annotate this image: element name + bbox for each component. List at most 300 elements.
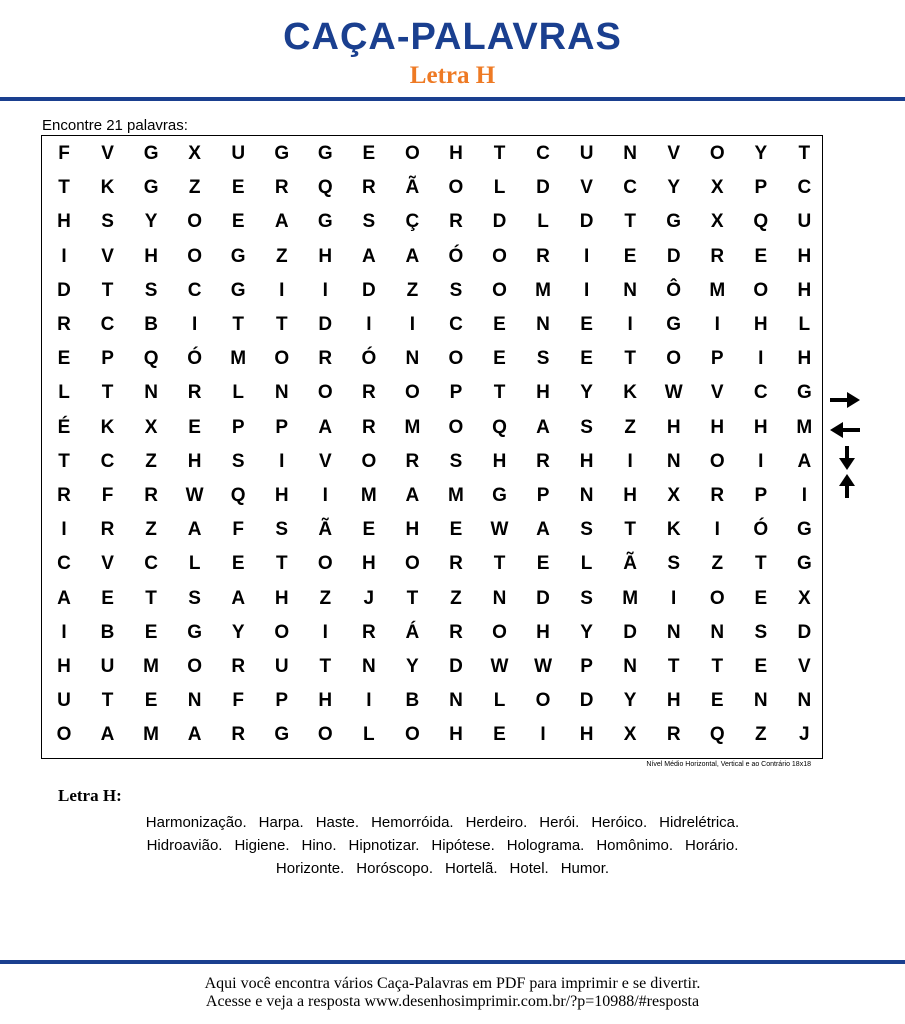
grid-letter: I: [409, 314, 416, 335]
grid-letter: A: [797, 450, 812, 472]
grid-letter: Y: [580, 621, 593, 643]
grid-letter: I: [758, 450, 764, 472]
grid-letter: O: [492, 621, 507, 643]
grid-letter: E: [231, 553, 245, 575]
grid-letter: M: [404, 416, 421, 438]
footer-text: Aqui você encontra vários Caça-Palavras em PDF para imprimir e se divertir.: [204, 975, 701, 992]
grid-letter: O: [492, 279, 507, 301]
grid-letter: N: [449, 690, 463, 712]
grid-letter: Y: [623, 690, 637, 712]
grid-letter: P: [275, 416, 289, 438]
grid-letter: V: [667, 143, 681, 164]
grid-letter: Z: [275, 245, 288, 267]
grid-letter: P: [275, 690, 289, 712]
grid-letter: V: [318, 450, 332, 472]
grid-letter: E: [449, 519, 463, 541]
instruction-text: Encontre 21 palavras:: [42, 117, 188, 134]
grid-letter: O: [492, 245, 507, 267]
grid-letter: G: [317, 211, 333, 233]
grid-letter: A: [187, 724, 202, 746]
grid-letter: L: [493, 177, 506, 199]
word-item: Hidrelétrica.: [659, 814, 740, 831]
word-item: Hipótese.: [431, 837, 495, 854]
grid-letter: R: [449, 621, 463, 643]
word-item: Herói.: [539, 814, 580, 831]
word-item: Hotel.: [509, 860, 549, 877]
grid-letter: C: [100, 450, 115, 472]
word-item: Harpa.: [258, 814, 304, 831]
grid-letter: O: [274, 621, 290, 643]
grid-letter: Y: [580, 382, 593, 404]
arrow-down-icon: [838, 445, 856, 471]
grid-letter: T: [493, 382, 506, 404]
grid-letter: D: [579, 211, 594, 233]
grid-letter: H: [405, 519, 420, 541]
grid-letter: O: [535, 690, 551, 712]
grid-letter: N: [536, 314, 550, 335]
grid-letter: Z: [145, 450, 157, 472]
grid-letter: C: [449, 314, 463, 335]
grid-letter: H: [318, 690, 333, 712]
grid-letter: E: [231, 177, 245, 199]
grid-letter: Y: [754, 143, 768, 164]
grid-letter: C: [187, 279, 202, 301]
grid-letter: S: [231, 450, 245, 472]
grid-letter: G: [796, 553, 812, 575]
grid-letter: R: [666, 724, 681, 746]
grid-letter: X: [188, 143, 201, 164]
grid-letter: I: [366, 690, 372, 712]
grid-letter: T: [754, 553, 767, 575]
grid-letter: O: [405, 553, 420, 575]
grid-letter: E: [623, 245, 637, 267]
grid-letter: H: [57, 211, 71, 233]
grid-letter: N: [753, 690, 768, 712]
grid-letter: K: [623, 382, 637, 404]
grid-letter: E: [493, 314, 506, 335]
grid-letter: R: [536, 450, 550, 472]
word-item: Herdeiro.: [465, 814, 528, 831]
grid-letter: H: [666, 690, 681, 712]
grid-letter: S: [580, 416, 593, 438]
grid-letter: Ô: [666, 279, 682, 301]
grid-letter: T: [101, 279, 114, 301]
grid-letter: O: [709, 143, 725, 164]
grid-letter: O: [317, 382, 333, 404]
grid-letter: T: [624, 211, 636, 233]
grid-letter: R: [710, 485, 725, 506]
grid-letter: U: [231, 143, 246, 164]
grid-letter: O: [405, 724, 420, 746]
grid-letter: Z: [450, 587, 462, 609]
grid-letter: D: [579, 690, 594, 712]
grid-letter: O: [405, 382, 420, 404]
grid-letter: W: [534, 656, 553, 677]
grid-letter: X: [623, 724, 637, 746]
grid-letter: G: [317, 143, 333, 164]
grid-letter: Z: [319, 587, 332, 609]
grid-letter: É: [57, 416, 71, 438]
grid-letter: R: [57, 485, 71, 506]
grid-letter: H: [274, 587, 289, 609]
grid-letter: I: [192, 314, 198, 335]
grid-letter: V: [101, 143, 114, 164]
grid-letter: M: [709, 279, 726, 301]
grid-letter: N: [187, 690, 202, 712]
grid-letter: T: [232, 314, 244, 335]
grid-letter: Q: [317, 177, 333, 199]
grid-letter: U: [100, 656, 115, 677]
grid-letter: L: [580, 553, 593, 575]
grid-letter: V: [101, 245, 114, 267]
grid-letter: H: [536, 382, 550, 404]
grid-letter: I: [758, 348, 764, 370]
grid-letter: T: [493, 553, 506, 575]
grid-letter: Ç: [405, 211, 420, 233]
grid-letter: S: [449, 450, 463, 472]
word-item: Hipnotizar.: [348, 837, 420, 854]
grid-letter: H: [797, 245, 812, 267]
grid-letter: L: [58, 382, 70, 404]
grid-letter: G: [143, 177, 159, 199]
grid-letter: R: [361, 177, 376, 199]
grid-letter: G: [796, 382, 812, 404]
grid-letter: R: [274, 177, 289, 199]
grid-letter: T: [101, 382, 114, 404]
grid-letter: H: [623, 485, 637, 506]
grid-letter: D: [318, 314, 333, 335]
grid-letter: G: [666, 211, 682, 233]
page-subtitle: Letra H: [409, 62, 496, 89]
grid-letter: I: [61, 519, 67, 541]
grid-letter: R: [231, 724, 246, 746]
grid-letter: H: [753, 314, 768, 335]
grid-letter: R: [187, 382, 202, 404]
grid-letter: S: [188, 587, 201, 609]
grid-letter: P: [449, 382, 463, 404]
word-list-line: [0, 837, 885, 854]
grid-letter: U: [797, 211, 812, 233]
grid-letter: E: [493, 724, 506, 746]
page-title: CAÇA-PALAVRAS: [283, 16, 622, 58]
grid-letter: P: [231, 416, 245, 438]
grid-letter: G: [796, 519, 812, 541]
grid-letter: I: [671, 587, 677, 609]
grid-letter: Z: [406, 279, 419, 301]
grid-letter: A: [274, 211, 289, 233]
grid-letter: E: [188, 416, 201, 438]
grid-letter: R: [231, 656, 246, 677]
grid-letter: V: [798, 656, 811, 677]
grid-letter: E: [231, 211, 245, 233]
grid-letter: H: [797, 279, 812, 301]
word-item: Horário.: [685, 837, 739, 854]
grid-letter: Z: [145, 519, 157, 541]
grid-letter: T: [101, 690, 114, 712]
grid-letter: W: [490, 656, 509, 677]
grid-letter: X: [144, 416, 158, 438]
grid-letter: A: [231, 587, 246, 609]
grid-letter: R: [361, 621, 376, 643]
grid-letter: G: [666, 314, 682, 335]
grid-letter: H: [666, 416, 681, 438]
grid-letter: S: [101, 211, 114, 233]
grid-letter: D: [536, 177, 550, 199]
grid-letter: G: [143, 143, 159, 164]
grid-letter: N: [579, 485, 594, 506]
grid-letter: H: [144, 245, 158, 267]
grid-letter: W: [664, 382, 683, 404]
grid-letter: H: [492, 450, 507, 472]
grid-letter: P: [536, 485, 550, 506]
grid-letter: L: [798, 314, 811, 335]
grid-letter: I: [583, 279, 590, 301]
grid-letter: Ã: [318, 519, 333, 541]
grid-letter: O: [448, 416, 464, 438]
word-item: Hemorróida.: [371, 814, 454, 831]
grid-letter: H: [449, 143, 463, 164]
grid-letter: E: [362, 143, 376, 164]
grid-letter: Q: [230, 485, 246, 506]
grid-letter: Y: [667, 177, 681, 199]
grid-letter: T: [319, 656, 332, 677]
grid-letter: C: [144, 553, 158, 575]
grid-letter: N: [710, 621, 725, 643]
grid-letter: I: [714, 314, 720, 335]
grid-letter: S: [754, 621, 768, 643]
grid-letter: Ã: [623, 553, 637, 575]
grid-letter: W: [490, 519, 509, 541]
grid-letter: G: [230, 279, 246, 301]
grid-letter: R: [536, 245, 550, 267]
grid-letter: K: [666, 519, 681, 541]
grid-letter: V: [710, 382, 724, 404]
grid-letter: K: [100, 416, 115, 438]
grid-letter: H: [57, 656, 71, 677]
grid-letter: Ó: [361, 348, 377, 370]
grid-letter: B: [144, 314, 158, 335]
arrow-up-icon: [838, 473, 856, 499]
grid-letter: H: [579, 724, 594, 746]
grid-letter: I: [322, 621, 328, 643]
grid-letter: H: [274, 485, 289, 506]
word-item: Horóscopo.: [356, 860, 433, 877]
grid-letter: I: [801, 485, 807, 506]
grid-letter: L: [363, 724, 375, 746]
grid-letter: P: [580, 656, 593, 677]
grid-letter: Z: [188, 177, 201, 199]
grid-letter: G: [187, 621, 203, 643]
grid-letter: I: [61, 621, 67, 643]
grid-letter: J: [363, 587, 375, 609]
grid-letter: E: [144, 690, 158, 712]
grid-letter: O: [448, 348, 464, 370]
grid-letter: E: [101, 587, 114, 609]
grid-letter: O: [709, 450, 725, 472]
grid-letter: G: [274, 724, 290, 746]
grid-letter: L: [493, 690, 506, 712]
grid-letter: B: [100, 621, 115, 643]
grid-letter: M: [230, 348, 247, 370]
grid-letter: T: [58, 450, 70, 472]
grid-letter: R: [405, 450, 420, 472]
grid-letter: I: [714, 519, 720, 541]
grid-letter: Á: [405, 621, 420, 643]
grid-letter: E: [144, 621, 158, 643]
grid-letter: U: [579, 143, 594, 164]
grid-letter: F: [58, 143, 70, 164]
grid-letter: L: [537, 211, 549, 233]
grid-letter: R: [57, 314, 71, 335]
grid-letter: M: [796, 416, 813, 438]
grid-letter: A: [100, 724, 115, 746]
word-item: Higiene.: [234, 837, 290, 854]
grid-letter: E: [754, 587, 768, 609]
grid-letter: Ã: [405, 177, 420, 199]
grid-letter: C: [623, 177, 637, 199]
grid-letter: T: [624, 348, 636, 370]
grid-letter: H: [318, 245, 333, 267]
grid-letter: D: [623, 621, 637, 643]
grid-letter: O: [56, 724, 72, 746]
grid-letter: M: [360, 485, 377, 506]
grid-letter: O: [361, 450, 377, 472]
grid-letter: E: [754, 656, 768, 677]
grid-letter: Z: [624, 416, 636, 438]
arrow-left-icon: [829, 421, 861, 439]
grid-letter: G: [230, 245, 246, 267]
grid-letter: I: [61, 245, 67, 267]
grid-letter: X: [710, 177, 724, 199]
grid-letter: A: [405, 485, 420, 506]
grid-letter: D: [797, 621, 812, 643]
grid-letter: P: [710, 348, 724, 370]
grid-letter: Z: [711, 553, 724, 575]
grid-letter: V: [101, 553, 114, 575]
grid-letter: A: [361, 245, 376, 267]
grid-letter: W: [185, 485, 204, 506]
grid-letter: A: [318, 416, 333, 438]
grid-letter: E: [580, 348, 593, 370]
word-list-line: [0, 860, 885, 877]
grid-letter: T: [624, 519, 636, 541]
grid-letter: S: [362, 211, 376, 233]
grid-letter: I: [540, 724, 546, 746]
word-item: Harmonização.: [145, 814, 247, 831]
grid-letter: R: [449, 553, 463, 575]
grid-letter: V: [580, 177, 593, 199]
grid-letter: Z: [754, 724, 767, 746]
word-item: Heróico.: [591, 814, 648, 831]
grid-letter: H: [753, 416, 768, 438]
arrow-right-icon: [829, 391, 861, 409]
grid-letter: D: [666, 245, 681, 267]
grid-letter: L: [232, 382, 244, 404]
grid-letter: I: [627, 314, 633, 335]
grid-letter: K: [100, 177, 115, 199]
grid-letter: Q: [492, 416, 507, 438]
grid-letter: E: [57, 348, 71, 370]
grid-letter: P: [101, 348, 114, 370]
grid-letter: T: [275, 314, 288, 335]
grid-letter: X: [667, 485, 681, 506]
grid-letter: O: [317, 724, 333, 746]
grid-letter: I: [627, 450, 633, 472]
word-item: Hortelã.: [445, 860, 498, 877]
grid-letter: J: [799, 724, 810, 746]
grid-letter: I: [279, 450, 285, 472]
grid-letter: Q: [143, 348, 159, 370]
grid-letter: R: [318, 348, 333, 370]
grid-letter: T: [145, 587, 157, 609]
top-divider: [0, 97, 905, 101]
grid-letter: O: [187, 656, 203, 677]
grid-letter: B: [405, 690, 420, 712]
grid-letter: O: [187, 211, 203, 233]
grid-letter: T: [493, 143, 506, 164]
grid-letter: U: [274, 656, 289, 677]
grid-letter: M: [622, 587, 639, 609]
grid-letter: G: [492, 485, 507, 506]
grid-letter: S: [580, 519, 593, 541]
grid-letter: F: [232, 690, 244, 712]
grid-letter: D: [492, 211, 507, 233]
grid-letter: Ó: [448, 245, 464, 267]
grid-letter: P: [754, 177, 768, 199]
word-search-grid: [41, 135, 823, 759]
grid-letter: R: [710, 245, 725, 267]
word-item: Hino.: [301, 837, 337, 854]
grid-letter: R: [361, 382, 376, 404]
word-item: Haste.: [315, 814, 360, 831]
grid-letter: O: [317, 553, 333, 575]
grid-letter: A: [405, 245, 420, 267]
grid-letter: D: [361, 279, 376, 301]
grid-letter: D: [449, 656, 463, 677]
grid-letter: H: [710, 416, 725, 438]
grid-letter: M: [448, 485, 464, 506]
bottom-divider: [0, 960, 905, 964]
grid-letter: N: [666, 450, 681, 472]
grid-letter: A: [536, 416, 550, 438]
grid-letter: X: [710, 211, 724, 233]
word-list-line: [0, 814, 885, 831]
grid-letter: H: [449, 724, 463, 746]
grid-letter: S: [275, 519, 289, 541]
grid-letter: M: [143, 656, 159, 677]
grid-letter: T: [667, 656, 680, 677]
grid-letter: E: [362, 519, 376, 541]
grid-letter: I: [322, 485, 328, 506]
grid-letter: N: [623, 279, 637, 301]
grid-letter: H: [536, 621, 550, 643]
grid-letter: R: [361, 416, 376, 438]
grid-letter: T: [275, 553, 288, 575]
grid-letter: A: [536, 519, 550, 541]
grid-letter: N: [405, 348, 420, 370]
grid-letter: N: [797, 690, 812, 712]
grid-letter: O: [448, 177, 464, 199]
grid-letter: O: [709, 587, 725, 609]
grid-letter: I: [279, 279, 285, 301]
grid-letter: T: [798, 143, 811, 164]
grid-letter: O: [187, 245, 203, 267]
grid-letter: O: [666, 348, 682, 370]
grid-letter: O: [405, 143, 420, 164]
grid-letter: E: [580, 314, 593, 335]
grid-letter: C: [100, 314, 115, 335]
grid-letter: X: [798, 587, 811, 609]
